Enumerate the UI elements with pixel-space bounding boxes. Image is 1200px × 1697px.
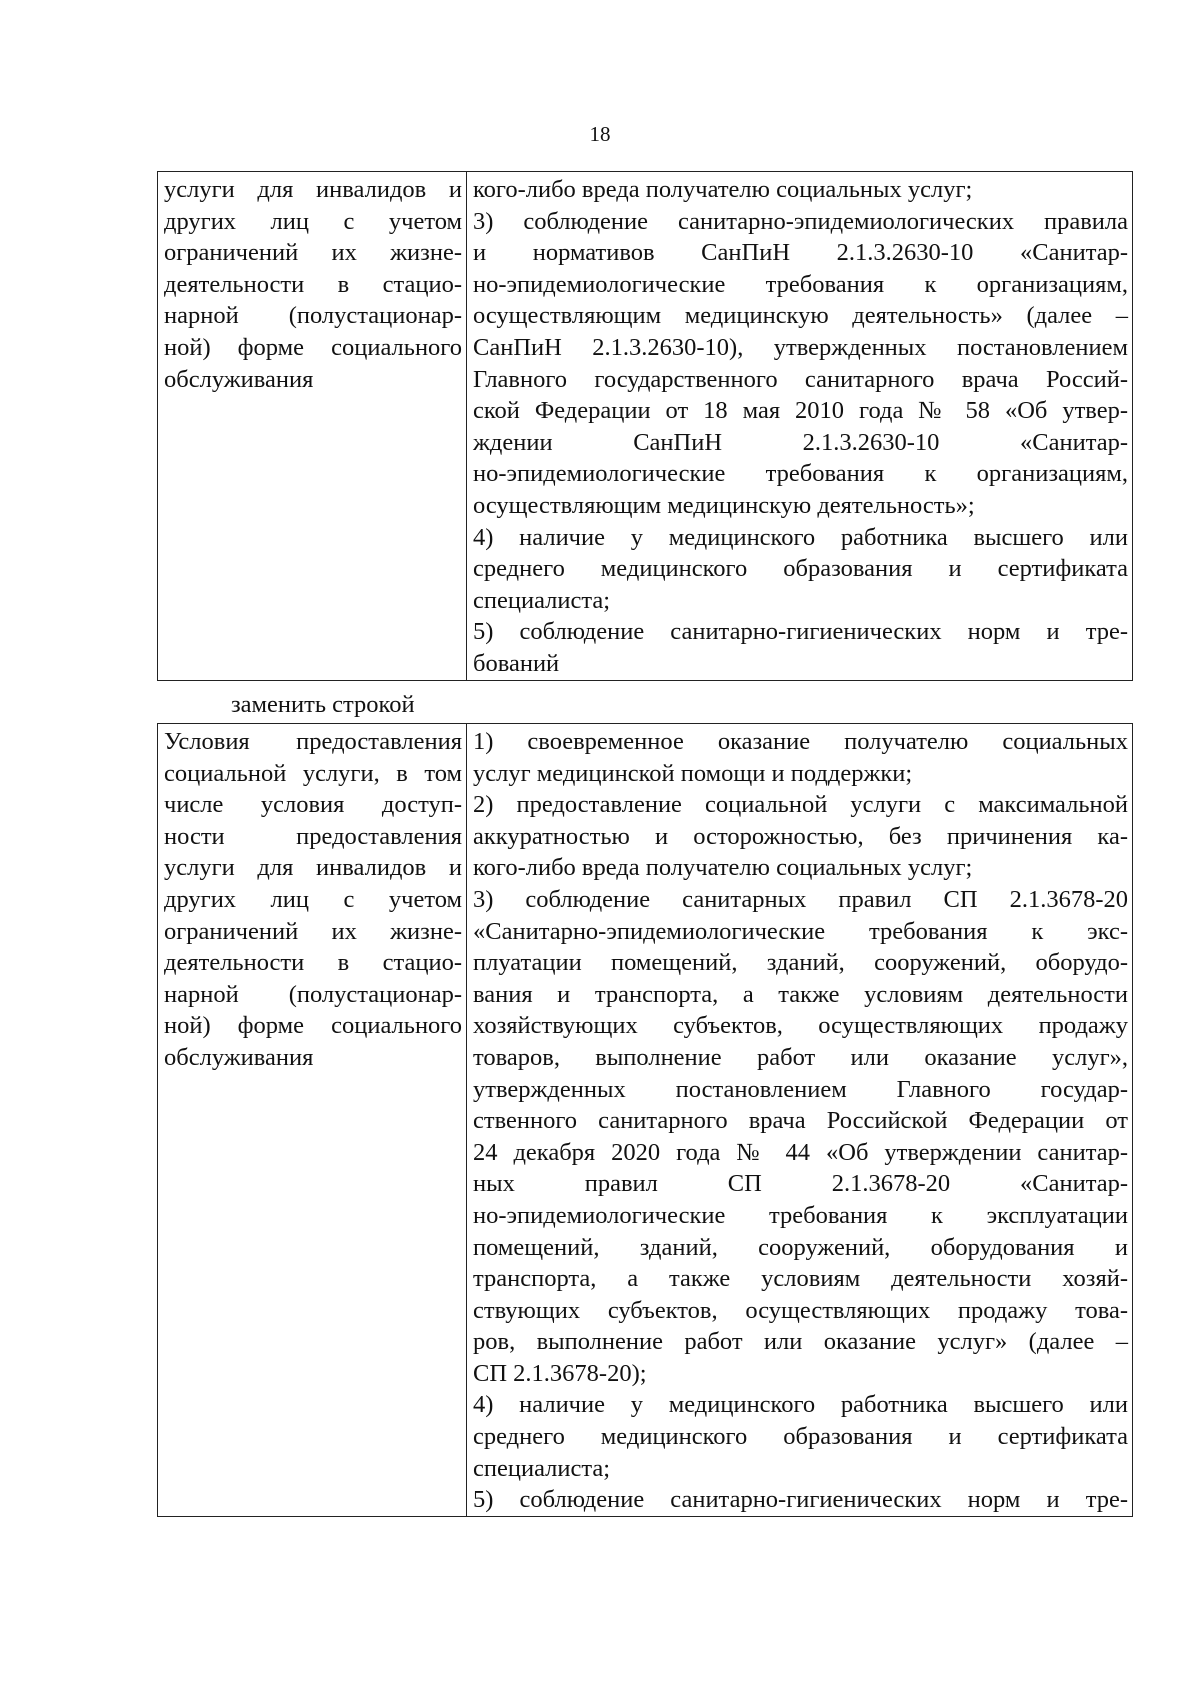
text-line: помещений, зданий, сооружений, оборудования и — [473, 1233, 1128, 1261]
text-line: «Санитарно-эпидемиологические требования к экс- — [473, 917, 1128, 945]
text-line: но-эпидемиологические требования к организациям, — [473, 270, 1128, 298]
text-line: других лиц с учетом — [164, 885, 462, 913]
text-line: обслуживания — [164, 365, 314, 393]
text-line: СП 2.1.3678-20); — [473, 1359, 647, 1387]
text-line: 3) соблюдение санитарно-эпидемиологических правила — [473, 207, 1128, 235]
text-line: плуатации помещений, зданий, сооружений, оборудо- — [473, 949, 1128, 977]
text-line: обслуживания — [164, 1043, 314, 1071]
text-line: осуществляющим медицинскую деятельность» (далее – — [473, 302, 1128, 330]
text-line: нарной (полустационар- — [164, 302, 462, 330]
text-line: ров, выполнение работ или оказание услуг» (далее – — [473, 1328, 1128, 1356]
text-line: осуществляющим медицинскую деятельность»; — [473, 491, 975, 519]
text-line: ской Федерации от 18 мая 2010 года № 58 «Об утвер- — [473, 397, 1128, 425]
text-line: 24 декабря 2020 года № 44 «Об утверждении санитар- — [473, 1138, 1128, 1166]
new-row-table — [157, 723, 1133, 1517]
text-line: социальной услуги, в том — [164, 759, 462, 787]
new-row-right-cell — [467, 724, 1133, 1517]
text-line: 2) предоставление социальной услуги с максимальной — [473, 791, 1128, 819]
text-line: но-эпидемиологические требования к организациям, — [473, 460, 1128, 488]
page-number: 18 — [589, 122, 611, 146]
text-line: ствующих субъектов, осуществляющих продажу това- — [473, 1296, 1128, 1324]
table-row — [158, 724, 1133, 1517]
text-line: кого-либо вреда получателю социальных услуг; — [473, 854, 973, 882]
old-row-right-cell — [467, 172, 1133, 681]
text-line: ной) форме социального — [164, 333, 462, 361]
text-line: среднего медицинского образования и сертификата — [473, 555, 1128, 583]
old-row-left-cell — [158, 172, 467, 681]
text-line: деятельности в стацио- — [164, 270, 462, 298]
text-line: 1) своевременное оказание получателю социальных — [473, 728, 1128, 755]
text-line: но-эпидемиологические требования к эксплуатации — [473, 1201, 1128, 1229]
old-row-table — [157, 171, 1133, 681]
text-line: ной) форме социального — [164, 1012, 462, 1040]
table-row — [158, 172, 1133, 681]
text-line: аккуратностью и осторожностью, без причинения ка- — [473, 822, 1128, 850]
text-line: вания и транспорта, а также условиям деятельности — [473, 980, 1128, 1008]
text-line: 5) соблюдение санитарно-гигиенических норм и тре- — [473, 1486, 1128, 1514]
text-line: ности предоставления — [164, 822, 462, 850]
text-line: кого-либо вреда получателю социальных услуг; — [473, 176, 973, 203]
text-line: нарной (полустационар- — [164, 980, 462, 1008]
text-line: утвержденных постановлением Главного государ- — [473, 1075, 1128, 1103]
text-line: товаров, выполнение работ или оказание услуг», — [473, 1043, 1128, 1071]
text-line: ждении СанПиН 2.1.3.2630-10 «Санитар- — [473, 428, 1128, 456]
text-line: бований — [473, 649, 560, 677]
text-line: и нормативов СанПиН 2.1.3.2630-10 «Санитар- — [473, 239, 1128, 267]
text-line: Условия предоставления — [164, 728, 462, 755]
text-line: Главного государственного санитарного врача Россий- — [473, 365, 1128, 393]
text-line: 5) соблюдение санитарно-гигиенических норм и тре- — [473, 618, 1128, 646]
text-line: ных правил СП 2.1.3678-20 «Санитар- — [473, 1170, 1128, 1198]
text-line: услуги для инвалидов и — [164, 176, 462, 203]
text-line: услуги для инвалидов и — [164, 854, 462, 882]
text-line: специалиста; — [473, 1454, 611, 1482]
text-line: среднего медицинского образования и сертификата — [473, 1423, 1128, 1451]
text-line: услуг медицинской помощи и поддержки; — [473, 759, 913, 787]
text-line: числе условия доступ- — [164, 791, 462, 819]
text-line: СанПиН 2.1.3.2630-10), утвержденных постановлением — [473, 333, 1128, 361]
replace-instruction: заменить строкой — [231, 691, 415, 718]
text-line: деятельности в стацио- — [164, 949, 462, 977]
text-line: ственного санитарного врача Российской Федерации от — [473, 1107, 1128, 1135]
text-line: других лиц с учетом — [164, 207, 462, 235]
text-line: 4) наличие у медицинского работника высшего или — [473, 1391, 1128, 1419]
text-line: специалиста; — [473, 586, 611, 614]
text-line: 3) соблюдение санитарных правил СП 2.1.3678-20 — [473, 885, 1128, 913]
new-row-left-cell — [158, 724, 467, 1517]
text-line: хозяйствующих субъектов, осуществляющих продажу — [473, 1012, 1128, 1040]
text-line: ограничений их жизне- — [164, 239, 462, 267]
text-line: 4) наличие у медицинского работника высшего или — [473, 523, 1128, 551]
text-line: ограничений их жизне- — [164, 917, 462, 945]
text-line: транспорта, а также условиям деятельности хозяй- — [473, 1265, 1128, 1293]
